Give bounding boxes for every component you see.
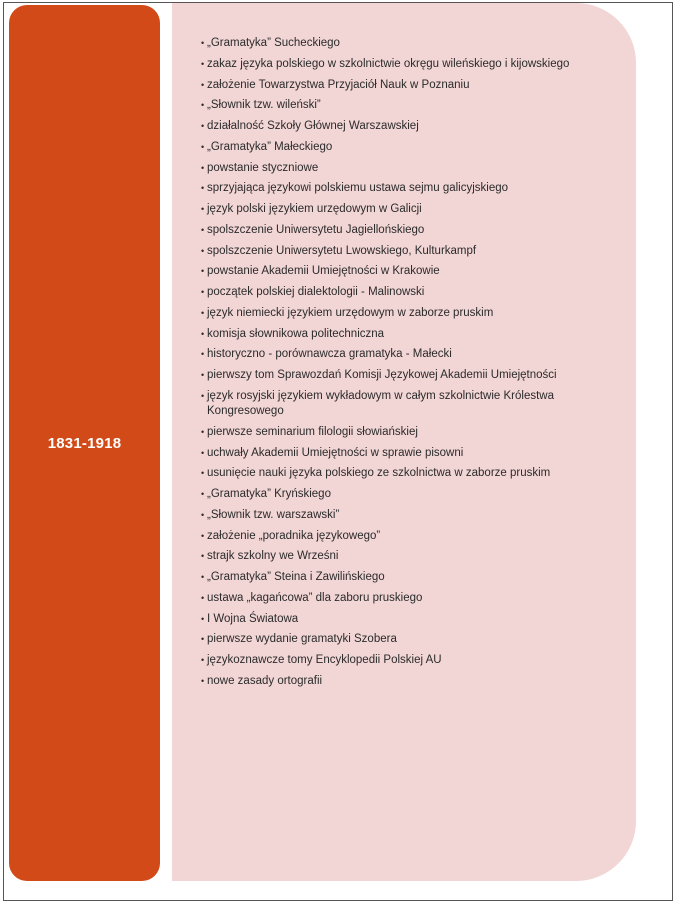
events-panel [172,3,636,881]
event-item: • założenie „poradnika językowego” [202,529,612,544]
event-item: • komisja słownikowa politechniczna [202,327,612,342]
event-item: • język niemiecki językiem urzędowym w zaborze pruskim [202,306,612,321]
event-item: • ustawa „kagańcowa” dla zaboru pruskiego [202,591,612,606]
event-item: • pierwsze wydanie gramatyki Szobera [202,632,612,647]
event-item: • uchwały Akademii Umiejętności w sprawie pisowni [202,446,612,461]
event-item: • zakaz języka polskiego w szkolnictwie okręgu wileńskiego i kijowskiego [202,57,612,72]
event-item: • I Wojna Światowa [202,612,612,627]
slide-frame [3,2,673,901]
event-item: • pierwszy tom Sprawozdań Komisji Językowej Akademii Umiejętności [202,368,612,383]
event-item: • powstanie styczniowe [202,161,612,176]
event-item: • działalność Szkoły Głównej Warszawskiej [202,119,612,134]
event-item: • „Słownik tzw. wileński” [202,98,612,113]
period-label: 1831-1918 [47,434,122,452]
period-block [9,5,160,881]
event-item: • pierwsze seminarium filologii słowiańskiej [202,425,612,440]
event-item: • język rosyjski językiem wykładowym w całym szkolnictwie Królestwa Kongresowego [202,389,612,420]
event-item: • usunięcie nauki języka polskiego ze szkolnictwa w zaborze pruskim [202,466,612,481]
event-item: • nowe zasady ortografii [202,674,612,689]
event-item: • językoznawcze tomy Encyklopedii Polskiej AU [202,653,612,668]
event-item: • „Gramatyka” Kryńskiego [202,487,612,502]
event-item: • sprzyjająca językowi polskiemu ustawa sejmu galicyjskiego [202,181,612,196]
event-item: • historyczno - porównawcza gramatyka - Małecki [202,347,612,362]
event-item: • „Gramatyka” Steina i Zawilińskiego [202,570,612,585]
event-item: • powstanie Akademii Umiejętności w Krakowie [202,264,612,279]
event-item: • język polski językiem urzędowym w Galicji [202,202,612,217]
event-item: • założenie Towarzystwa Przyjaciół Nauk w Poznaniu [202,78,612,93]
event-item: • spolszczenie Uniwersytetu Jagiellońskiego [202,223,612,238]
event-item: • strajk szkolny we Wrześni [202,549,612,564]
events-list [202,36,612,695]
event-item: • „Gramatyka” Małeckiego [202,140,612,155]
event-item: • „Gramatyka” Sucheckiego [202,36,612,51]
event-item: • spolszczenie Uniwersytetu Lwowskiego, Kulturkampf [202,244,612,259]
event-item: • „Słownik tzw. warszawski” [202,508,612,523]
event-item: • początek polskiej dialektologii - Malinowski [202,285,612,300]
